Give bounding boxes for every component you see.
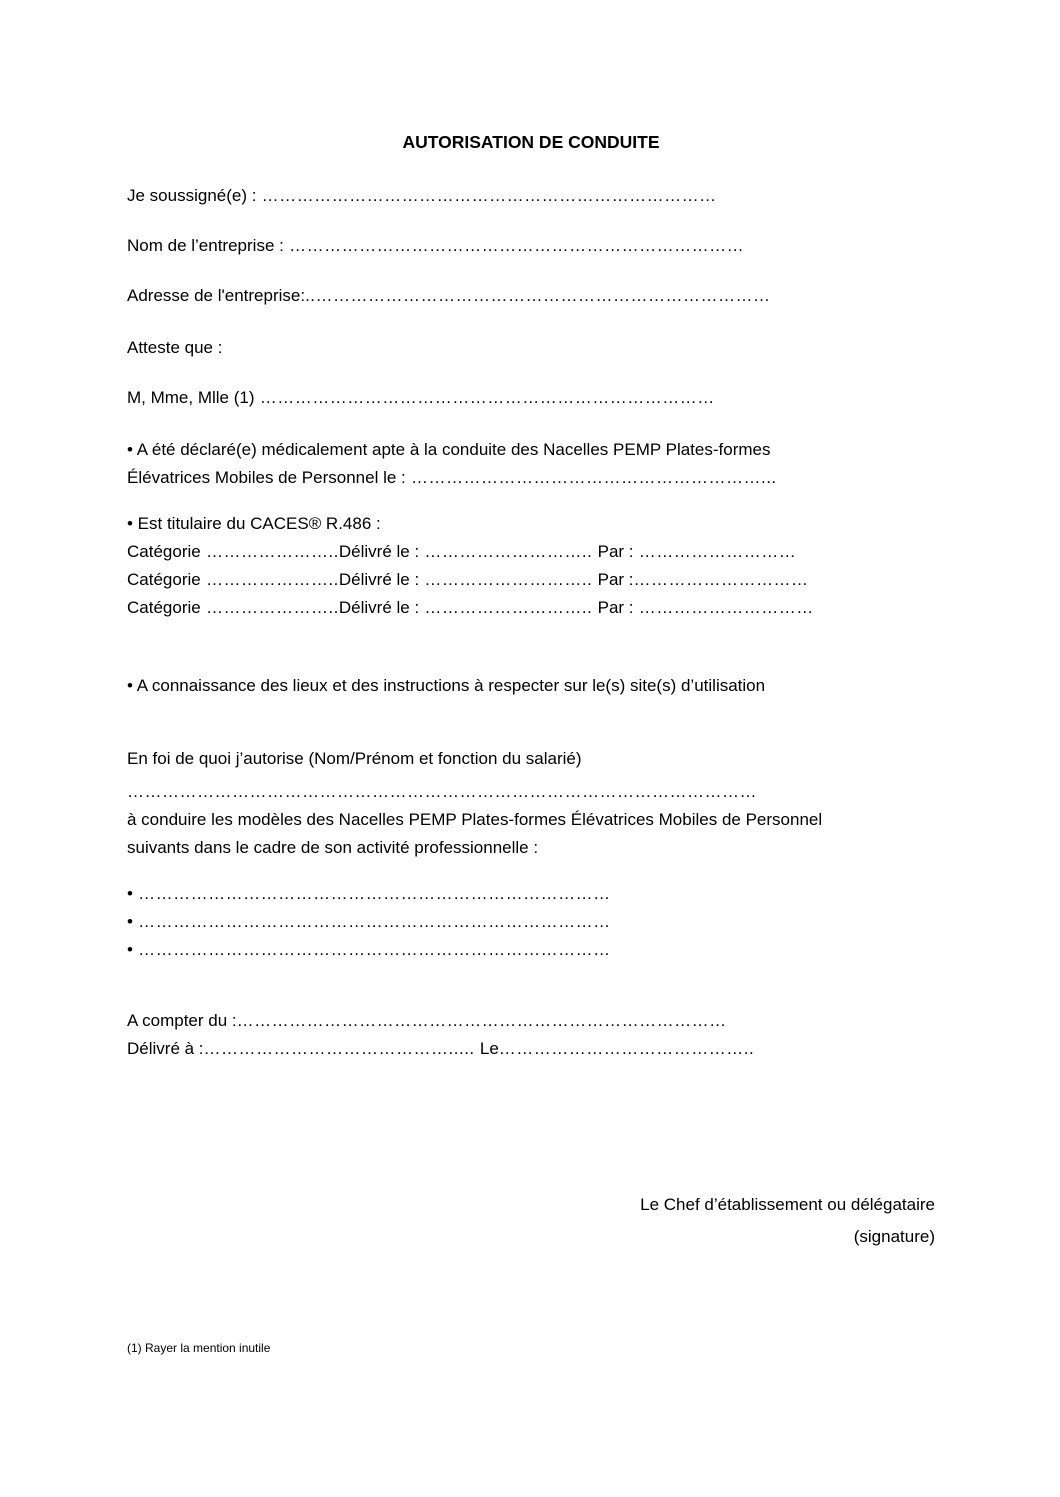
caces-row — [127, 594, 935, 622]
adresse-entreprise-label: Adresse de l'entreprise: — [127, 286, 306, 305]
le-dotted-fill: …………………………………….. — [498, 1039, 755, 1058]
autorise-line3: suivants dans le cadre de son activité professionnelle : — [127, 838, 539, 857]
nom-entreprise-dotted-fill: …………………………………………………………………… — [283, 236, 745, 255]
categorie-label: Catégorie — [127, 570, 201, 589]
civilite-dotted-fill: …………………………………………………………………… — [254, 388, 715, 407]
bullet-icon: • — [127, 884, 133, 903]
signature-hint-line: (signature) — [853, 1227, 935, 1246]
bullet-icon: • — [127, 940, 133, 959]
signature-title-line: Le Chef d’établissement ou délégataire — [640, 1195, 935, 1214]
delivre-le-dotted-fill: ……………………….. — [419, 598, 598, 617]
categorie-dotted-fill: ………………….. — [200, 542, 339, 561]
par-dotted-fill: ………………………… — [633, 598, 814, 617]
bullet-icon: • — [127, 912, 133, 931]
caces-row — [127, 566, 935, 594]
le-label: Le — [479, 1039, 499, 1058]
apte-bullet-line1: • A été déclaré(e) médicalement apte à la conduite des Nacelles PEMP Plates-formes — [127, 440, 771, 459]
categorie-dotted-fill: ………………….. — [200, 570, 339, 589]
document-title: AUTORISATION DE CONDUITE — [402, 132, 660, 152]
field-adresse-entreprise — [127, 282, 935, 310]
apte-bullet-line2 — [127, 464, 935, 492]
a-compter-du-label: A compter du : — [127, 1011, 237, 1030]
apte-line2-label: Élévatrices Mobiles de Personnel le : — [127, 468, 406, 487]
delivre-a-dotted-fill: ……………………………………..... — [203, 1039, 480, 1058]
apte-line2-dotted-fill: ……………………………………………………... — [405, 468, 777, 487]
connaissance-bullet-line: • A connaissance des lieux et des instructions à respecter sur le(s) site(s) d’utilisation — [127, 676, 766, 695]
par-label: Par : — [597, 570, 634, 589]
adresse-entreprise-dotted-fill: ..…………………………………………………………………… — [305, 286, 771, 305]
delivre-le-dotted-fill: ……………………….. — [419, 570, 598, 589]
par-dotted-fill: ……………………… — [633, 542, 797, 561]
autorise-dotted-fill: ……………………………………………………………………………………………… — [127, 782, 757, 801]
modele-row — [127, 908, 935, 936]
field-nom-entreprise — [127, 232, 935, 260]
modele-row — [127, 936, 935, 964]
je-soussigne-label: Je soussigné(e) : — [127, 186, 257, 205]
par-dotted-fill: ………………………… — [633, 570, 809, 589]
modele-dotted-fill: ……………………………………………………………………… — [132, 912, 611, 931]
par-label: Par : — [597, 542, 634, 561]
categorie-label: Catégorie — [127, 598, 201, 617]
caces-heading: • Est titulaire du CACES® R.486 : — [127, 514, 381, 533]
categorie-dotted-fill: ………………….. — [200, 598, 339, 617]
categorie-label: Catégorie — [127, 542, 201, 561]
delivre-le-dotted-fill: ……………………….. — [419, 542, 598, 561]
delivre-le-label: Délivré le : — [338, 598, 420, 617]
civilite-label: M, Mme, Mlle (1) — [127, 388, 255, 407]
autorise-line2: à conduire les modèles des Nacelles PEMP Plates-formes Élévatrices Mobiles de Personnel — [127, 810, 823, 829]
nom-entreprise-label: Nom de l’entreprise : — [127, 236, 284, 255]
delivre-le-label: Délivré le : — [338, 570, 420, 589]
je-soussigne-dotted-fill: …………………………………………………………………… — [256, 186, 717, 205]
atteste-que-label: Atteste que : — [127, 338, 223, 357]
modele-row — [127, 880, 935, 908]
modele-dotted-fill: ……………………………………………………………………… — [132, 940, 611, 959]
a-compter-du-dotted-fill: ………………………………………………………………………… — [236, 1011, 727, 1030]
field-a-compter-du — [127, 1007, 935, 1035]
field-delivre-a — [127, 1035, 935, 1063]
modele-dotted-fill: ……………………………………………………………………… — [132, 884, 611, 903]
autorise-intro-line: En foi de quoi j’autorise (Nom/Prénom et fonction du salarié) — [127, 749, 582, 768]
field-je-soussigne — [127, 182, 935, 210]
par-label: Par : — [597, 598, 634, 617]
signature-block — [127, 1189, 935, 1253]
delivre-a-label: Délivré à : — [127, 1039, 204, 1058]
delivre-le-label: Délivré le : — [338, 542, 420, 561]
footnote: (1) Rayer la mention inutile — [127, 1341, 271, 1355]
caces-row — [127, 538, 935, 566]
field-civilite — [127, 384, 935, 412]
